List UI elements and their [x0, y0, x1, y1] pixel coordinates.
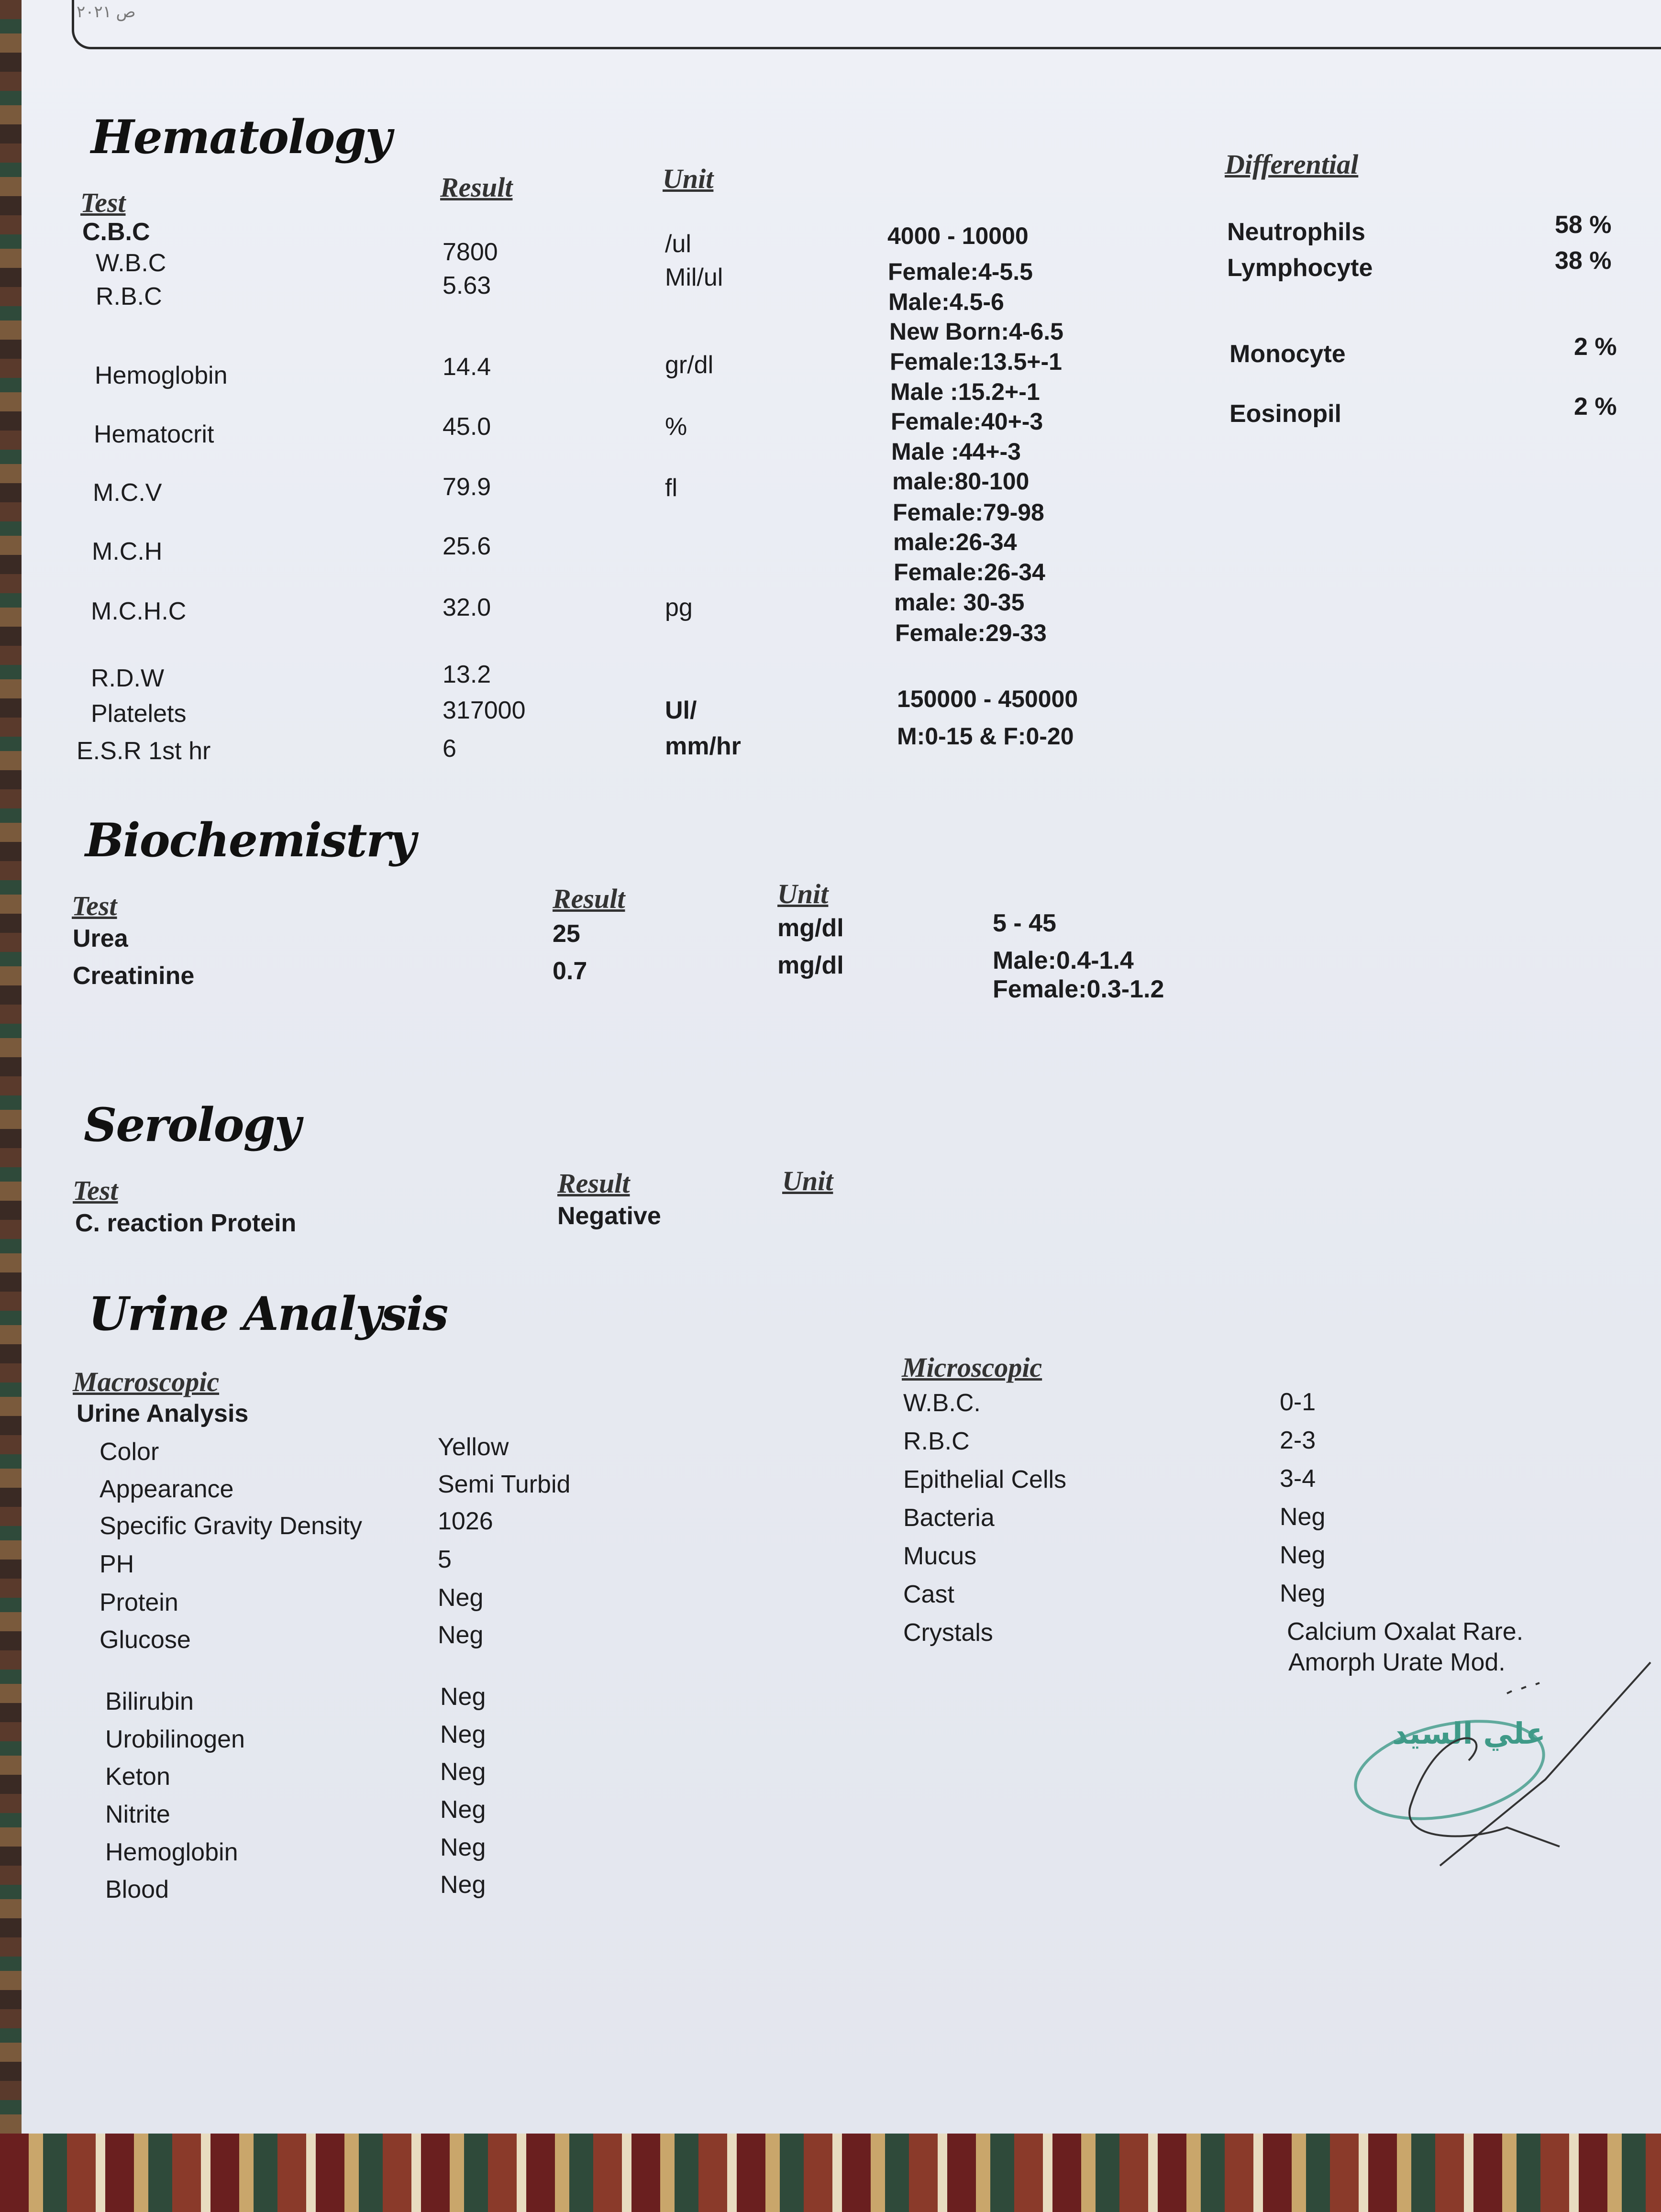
microscopic-item-value: 3-4: [1280, 1465, 1316, 1493]
reference-range: Female:13.5+-1: [890, 348, 1062, 375]
serology-col-test: Test: [73, 1175, 118, 1206]
hematology-row-result: 6: [443, 735, 456, 763]
differential-value: 58 %: [1555, 211, 1612, 239]
hematology-row-test: W.B.C: [96, 249, 166, 277]
reference-range: Male :15.2+-1: [890, 378, 1040, 405]
biochemistry-row-test: Urea: [73, 925, 128, 952]
hematology-row-result: 25.6: [443, 532, 491, 560]
differential-value: 2 %: [1574, 393, 1617, 420]
reference-range: Female:4-5.5: [888, 258, 1033, 285]
hematology-row-unit: gr/dl: [665, 351, 714, 379]
crp-test-name: C. reaction Protein: [75, 1209, 297, 1237]
hematology-row-unit: Mil/ul: [665, 264, 723, 291]
microscopic-item-value: Neg: [1280, 1580, 1326, 1607]
microscopic-item-name: Cast: [903, 1581, 954, 1608]
macroscopic-item-value: Semi Turbid: [438, 1471, 571, 1498]
macroscopic-item-value: Yellow: [438, 1433, 509, 1461]
hematology-row-unit: mm/hr: [665, 732, 741, 760]
urine-title: Urine Analysis: [89, 1287, 448, 1341]
macroscopic-item-value: Neg: [440, 1721, 486, 1748]
macroscopic-item-value: 1026: [438, 1507, 493, 1535]
differential-value: 38 %: [1555, 247, 1612, 275]
hematology-col-unit: Unit: [663, 163, 714, 194]
serology-title: Serology: [84, 1098, 300, 1152]
differential-value: 2 %: [1574, 333, 1617, 361]
reference-range: Male :44+-3: [891, 438, 1021, 465]
macroscopic-item-value: 5: [438, 1546, 452, 1573]
differential-name: Eosinopil: [1229, 400, 1341, 428]
biochemistry-row-result: 0.7: [553, 957, 587, 985]
background-carpet-bottom: [0, 2134, 1661, 2212]
biochemistry-row-result: 25: [553, 920, 580, 948]
stamp-signature: [1325, 1660, 1660, 1870]
header-mark: ص ٢٠٢١: [77, 3, 136, 21]
differential-title: Differential: [1225, 149, 1359, 180]
crystals-value-line2: Amorph Urate Mod.: [1288, 1648, 1506, 1676]
macroscopic-item-name: Appearance: [100, 1475, 234, 1503]
differential-name: Lymphocyte: [1227, 254, 1373, 282]
macroscopic-item-name: Hemoglobin: [105, 1838, 238, 1866]
hematology-row-test: R.B.C: [96, 283, 162, 310]
macroscopic-item-value: Neg: [440, 1758, 486, 1786]
microscopic-item-value: 2-3: [1280, 1427, 1316, 1454]
microscopic-item-name: Crystals: [903, 1619, 993, 1647]
macroscopic-item-value: Neg: [438, 1584, 484, 1612]
macroscopic-item-name: Keton: [105, 1763, 170, 1791]
reference-range: Female:29-33: [895, 619, 1047, 646]
macroscopic-item-value: Neg: [440, 1871, 486, 1899]
biochemistry-row-unit: mg/dl: [777, 914, 844, 942]
macroscopic-item-value: Neg: [440, 1683, 486, 1711]
hematology-row-result: 32.0: [443, 594, 491, 621]
biochemistry-row-unit: mg/dl: [777, 951, 844, 979]
hematology-row-unit: /ul: [665, 230, 691, 258]
header-frame: [72, 0, 1661, 49]
crp-result: Negative: [557, 1202, 661, 1230]
hematology-row-result: 317000: [443, 697, 526, 724]
reference-range: Female:79-98: [893, 499, 1044, 526]
biochemistry-col-result: Result: [553, 883, 625, 914]
reference-range: male: 30-35: [894, 589, 1025, 616]
reference-range: Female:26-34: [894, 559, 1045, 586]
macroscopic-item-name: Bilirubin: [105, 1688, 194, 1715]
hematology-row-test: M.C.H.C: [91, 597, 187, 625]
macroscopic-heading: Macroscopic: [73, 1366, 220, 1397]
reference-range: New Born:4-6.5: [889, 318, 1063, 345]
esr-range: M:0-15 & F:0-20: [897, 723, 1074, 750]
microscopic-item-value: Calcium Oxalat Rare.: [1287, 1618, 1524, 1646]
cbc-group-label: C.B.C: [82, 218, 150, 246]
biochemistry-row-range: Male:0.4-1.4: [993, 947, 1134, 974]
hematology-row-result: 14.4: [443, 353, 491, 381]
biochemistry-col-test: Test: [72, 890, 117, 921]
macroscopic-item-name: Glucose: [100, 1626, 191, 1654]
hematology-title: Hematology: [91, 110, 391, 164]
hematology-row-test: M.C.V: [93, 479, 162, 507]
hematology-row-test: Hemoglobin: [95, 362, 228, 389]
hematology-col-result: Result: [440, 172, 513, 203]
macroscopic-item-name: Color: [100, 1438, 159, 1466]
biochemistry-row-test: Creatinine: [73, 962, 195, 990]
macroscopic-item-value: Neg: [440, 1796, 486, 1824]
differential-name: Neutrophils: [1227, 218, 1365, 246]
macroscopic-item-value: Neg: [438, 1621, 484, 1649]
macroscopic-item-name: Blood: [105, 1876, 169, 1903]
biochemistry-title: Biochemistry: [85, 813, 415, 867]
reference-range: Male:4.5-6: [888, 288, 1004, 315]
macroscopic-item-name: PH: [100, 1550, 134, 1578]
hematology-row-unit: pg: [665, 594, 693, 621]
hematology-row-unit: %: [665, 413, 687, 441]
microscopic-item-name: W.B.C.: [903, 1389, 981, 1417]
serology-col-unit: Unit: [782, 1165, 833, 1196]
hematology-row-result: 5.63: [443, 272, 491, 299]
biochemistry-col-unit: Unit: [777, 878, 829, 909]
platelets-range: 150000 - 450000: [897, 686, 1078, 712]
microscopic-item-name: Epithelial Cells: [903, 1466, 1067, 1493]
macroscopic-item-value: Neg: [440, 1834, 486, 1861]
microscopic-item-name: Mucus: [903, 1542, 977, 1570]
macroscopic-item-name: Urobilinogen: [105, 1725, 245, 1753]
serology-col-result: Result: [557, 1168, 630, 1199]
macroscopic-item-name: Nitrite: [105, 1801, 170, 1828]
hematology-row-result: 45.0: [443, 413, 491, 441]
microscopic-item-name: Bacteria: [903, 1504, 995, 1532]
hematology-row-unit: Ul/: [665, 697, 697, 724]
hematology-row-result: 79.9: [443, 473, 491, 501]
hematology-row-result: 7800: [443, 238, 498, 266]
differential-name: Monocyte: [1229, 340, 1346, 368]
stamp-text: علي السيد: [1392, 1716, 1546, 1751]
macroscopic-subheading: Urine Analysis: [77, 1400, 249, 1427]
hematology-col-test: Test: [80, 187, 126, 218]
hematology-row-test: Platelets: [91, 700, 187, 728]
hematology-row-test: M.C.H: [92, 538, 163, 565]
reference-range: male:80-100: [892, 468, 1030, 495]
creatinine-female-range: Female:0.3-1.2: [993, 975, 1164, 1003]
hematology-row-test: E.S.R 1st hr: [77, 737, 211, 765]
hematology-row-result: 13.2: [443, 661, 491, 688]
hematology-row-test: R.D.W: [91, 664, 165, 692]
hematology-row-test: Hematocrit: [94, 420, 214, 448]
reference-range: 4000 - 10000: [887, 222, 1029, 249]
microscopic-item-value: 0-1: [1280, 1388, 1316, 1416]
macroscopic-item-name: Specific Gravity Density: [100, 1512, 363, 1540]
microscopic-item-name: R.B.C: [903, 1427, 970, 1455]
microscopic-item-value: Neg: [1280, 1503, 1326, 1531]
microscopic-item-value: Neg: [1280, 1541, 1326, 1569]
macroscopic-item-name: Protein: [100, 1589, 178, 1616]
reference-range: male:26-34: [893, 529, 1017, 555]
biochemistry-row-range: 5 - 45: [993, 909, 1056, 937]
hematology-row-unit: fl: [665, 474, 677, 502]
reference-range: Female:40+-3: [891, 408, 1043, 435]
microscopic-heading: Microscopic: [902, 1352, 1042, 1383]
